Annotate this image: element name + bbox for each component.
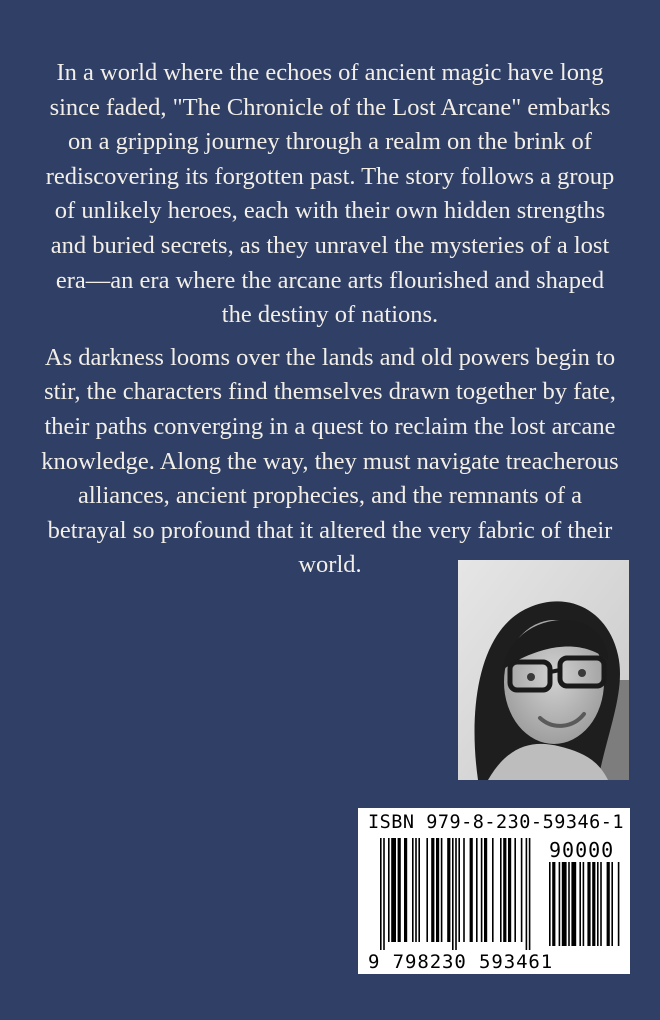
- ean-digits: 9 798230 593461: [368, 951, 554, 973]
- addon-barcode-bars: [549, 862, 621, 950]
- author-photo: [458, 560, 629, 780]
- price-code: 90000: [549, 838, 615, 862]
- blurb-paragraph-2: As darkness looms over the lands and old powers begin to stir, the characters find themselves drawn together by fate, their paths converging in a quest to reclaim the lost arcane knowledge. Along the way, they must navigate treacherous alliances, ancient prophecies, and the remnants of a betrayal so profound that it altered the very fabric of their world.: [41, 343, 619, 579]
- blurb-paragraph-1: In a world where the echoes of ancient magic have long since faded, "The Chronicle of the Lost Arcane" embarks on a gripping journey through a realm on the brink of rediscovering its forgotten past. The story follows a group of unlikely heroes, each with their own hidden strengths and buried secrets, as they unravel the mysteries of a lost era—an era where the arcane arts flourished and shaped the destiny of nations.: [45, 59, 615, 329]
- ean-barcode-bars: [380, 838, 540, 950]
- isbn-barcode: [358, 808, 630, 974]
- isbn-label: ISBN 979-8-230-59346-1: [368, 812, 625, 833]
- back-cover-blurb: [40, 56, 620, 591]
